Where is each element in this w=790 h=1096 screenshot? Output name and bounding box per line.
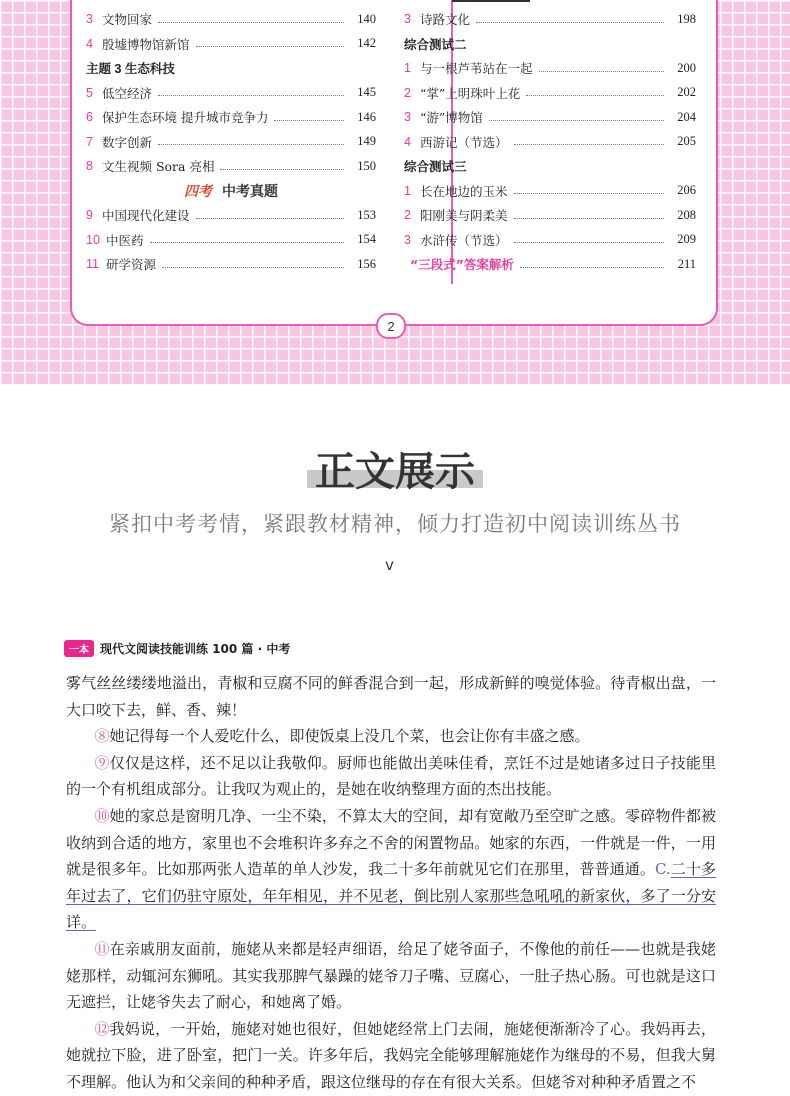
paragraph-number: ⑩ <box>94 806 110 825</box>
paragraph-text: 在亲戚朋友面前，施姥从来都是轻声细语，给足了姥爷面子，不像他的前任——也就是我姥姥那样，动辄河东狮吼。其实我那脾气暴躁的姥爷刀子嘴、豆腐心，一肚子热心肠。可也就是这口无遮拦，让姥爷失去了耐心，和她离了婚。 <box>66 939 716 1012</box>
toc-dot-leader <box>196 46 344 47</box>
toc-group-heading <box>404 34 696 54</box>
toc-entry-number: 3 <box>404 232 411 247</box>
toc-dot-leader <box>514 242 664 243</box>
toc-entry-page: 209 <box>677 232 696 246</box>
paragraph-text: 我妈说，一开始，施姥对她也很好，但她姥经常上门去闹，施姥便渐渐冷了心。我妈再去，她就拉下脸，进了卧室，把门一关。许多年后，我妈完全能够理解施姥作为继母的不易，但我大舅不理解。他认为和父亲间的种种矛盾，跟这位继母的存在有很大关系。但姥爷对种种矛盾置之不 <box>66 1019 716 1091</box>
toc-dot-leader <box>274 120 344 121</box>
toc-entry-page: 154 <box>357 232 376 246</box>
toc-entry-title: 长在地边的玉米 <box>420 183 508 199</box>
toc-entry-title: 中国现代化建设 <box>102 208 190 223</box>
toc-dot-leader <box>514 218 664 219</box>
toc-entry <box>404 181 696 201</box>
paragraph-number: ⑪ <box>94 939 110 958</box>
toc-entry-page: 204 <box>677 109 696 124</box>
toc-section-heading <box>86 181 376 201</box>
toc-entry-number: 1 <box>404 183 411 198</box>
toc-answer-title: “三段式”答案解析 <box>410 257 514 272</box>
toc-entry-page: 146 <box>357 109 376 124</box>
paragraph-text: 她记得每一个人爱吃什么，即使饭桌上没几个菜，也会让你有丰盛之感。 <box>109 727 590 746</box>
toc-entry-number: 6 <box>86 110 93 124</box>
toc-group-title: 综合测试二 <box>404 37 467 52</box>
toc-entry-page: 142 <box>357 36 376 50</box>
toc-entry-number: 5 <box>86 85 93 100</box>
toc-dot-leader <box>489 120 664 121</box>
toc-entry-page: 150 <box>357 158 376 173</box>
toc-entry-title: 文物回家 <box>102 12 153 27</box>
toc-answer-entry <box>404 254 696 274</box>
toc-entry-page: 145 <box>357 85 376 99</box>
toc-entry-number: 3 <box>86 12 93 26</box>
paragraph <box>66 1016 716 1096</box>
toc-entry-number: 7 <box>86 134 93 149</box>
toc-entry-title: 中医药 <box>106 232 144 248</box>
toc-entry-title: 数字创新 <box>102 134 153 150</box>
toc-entry <box>86 34 376 54</box>
toc-entry-number: 1 <box>404 61 411 75</box>
paragraph-number: ⑨ <box>94 753 110 772</box>
toc-entry-title: 水浒传（节选） <box>420 232 508 248</box>
toc-entry-number: 3 <box>404 110 411 124</box>
toc-entry-page: 200 <box>677 60 696 75</box>
section-tagline: 紧扣中考考情，紧跟教材精神，倾力打造初中阅读训练丛书 <box>109 512 681 536</box>
toc-dot-leader <box>539 71 664 72</box>
book-running-header <box>64 640 290 657</box>
toc-entry-number: 11 <box>86 257 99 271</box>
toc-entry <box>86 254 376 274</box>
toc-entry-title: 诗路文化 <box>420 12 471 27</box>
toc-entry-page: 202 <box>677 85 696 99</box>
toc-entry-number: 9 <box>86 208 93 222</box>
toc-entry <box>86 132 376 152</box>
toc-entry <box>404 58 696 78</box>
toc-dot-leader <box>158 22 344 23</box>
paragraph <box>66 750 716 803</box>
toc-entry-page: 140 <box>357 11 376 26</box>
paragraph-text: 雾气丝丝缕缕地溢出，青椒和豆腐不同的鲜香混合到一起，形成新鲜的嗅觉体验。待青椒出盘，一大口咬下去，鲜、香、辣！ <box>66 674 716 719</box>
paragraph-number: ⑧ <box>94 727 110 746</box>
toc-entry-number: 4 <box>404 134 411 149</box>
toc-entry <box>404 83 696 103</box>
paragraph-text: 她的家总是窗明几净、一尘不染，不算太大的空间，却有宽敞乃至空旷之感。零碎物件都被收纳到合适的地方，家里也不会堆积许多弃之不舍的闲置物品。她家的东西，一件就是一件，一用就是很多年。比如那两张人造革的单人沙发，我二十多年前就见它们在那里，普普通通。 <box>66 806 716 879</box>
toc-entry-page: 208 <box>677 207 696 222</box>
section-title <box>0 440 790 497</box>
paragraph <box>66 936 716 1016</box>
toc-entry <box>86 107 376 127</box>
toc-entry-number: 2 <box>404 208 411 222</box>
underlined-sentence: 二十多年过去了，它们仍驻守原处，年年相见，并不见老，倒比别人家那些急吼吼的新家伙，多了一分安详。 <box>66 860 716 932</box>
toc-dot-leader <box>162 267 344 268</box>
toc-dot-leader <box>514 144 664 145</box>
toc-entry <box>86 83 376 103</box>
toc-entry-title: 保护生态环境 提升城市竞争力 <box>102 110 269 125</box>
toc-entry <box>404 107 696 127</box>
toc-entry <box>86 9 376 29</box>
toc-entry-page: 206 <box>677 183 696 197</box>
toc-group-heading <box>404 156 696 176</box>
toc-entry <box>86 156 376 176</box>
toc-entry-number: 3 <box>404 12 411 26</box>
toc-entry-page: 205 <box>677 134 696 148</box>
toc-entry <box>404 230 696 250</box>
paragraph <box>66 723 716 750</box>
toc-entry-page: 156 <box>357 256 376 271</box>
toc-entry <box>86 205 376 225</box>
chevron-down-icon: v <box>385 556 394 574</box>
toc-entry <box>86 230 376 250</box>
toc-entry-title: 文生视频 Sora 亮相 <box>102 159 215 174</box>
toc-dot-leader <box>220 169 344 170</box>
page-number-badge: 2 <box>376 313 406 339</box>
paragraph <box>66 803 716 936</box>
toc-section-title: 中考真题 <box>222 183 278 200</box>
toc-entry <box>404 9 696 29</box>
paragraph-number: ⑫ <box>94 1019 110 1038</box>
toc-entry-title: “游”博物馆 <box>420 110 483 125</box>
toc-group-heading <box>86 58 376 78</box>
toc-entry-page: 149 <box>357 134 376 148</box>
toc-dot-leader <box>476 22 664 23</box>
toc-dot-leader <box>158 95 344 96</box>
toc-entry-page: 211 <box>677 256 696 271</box>
book-body <box>66 670 716 1096</box>
toc-entry-number: 8 <box>86 159 93 173</box>
toc-entry-title: 与一根芦苇站在一起 <box>420 61 533 76</box>
toc-entry-number: 2 <box>404 85 411 100</box>
toc-entry-title: 西游记（节选） <box>420 134 508 150</box>
toc-group-title: 综合测试三 <box>404 160 467 174</box>
toc-dot-leader <box>196 218 344 219</box>
toc-entry-number: 4 <box>86 36 93 51</box>
toc-entry-title: 低空经济 <box>102 85 153 101</box>
toc-entry-page: 198 <box>677 11 696 26</box>
toc-entry-page: 153 <box>357 207 376 222</box>
toc-entry <box>404 205 696 225</box>
toc-entry-number: 10 <box>86 232 100 247</box>
paragraph <box>66 670 716 723</box>
toc-entry-title: 研学资源 <box>106 257 157 272</box>
toc-dot-leader <box>526 95 664 96</box>
toc-entry-title: “掌”上明珠叶上花 <box>420 85 521 101</box>
toc-dot-leader <box>514 193 664 194</box>
toc-dot-leader <box>158 144 344 145</box>
annotation-mark: C. <box>654 860 671 879</box>
toc-entry <box>404 132 696 152</box>
book-logo-tag: 一本 <box>64 640 94 657</box>
toc-entry-title: 阳刚美与阴柔美 <box>420 208 508 223</box>
toc-section-accent: 四考 <box>184 183 212 200</box>
toc-dot-leader <box>150 242 344 243</box>
toc-group-title: 主题 3 生态科技 <box>86 62 175 76</box>
toc-top-rule <box>452 0 530 2</box>
book-header-title: 现代文阅读技能训练 100 篇 · 中考 <box>100 642 291 656</box>
toc-entry-title: 殷墟博物馆新馆 <box>102 36 190 52</box>
section-title-text: 正文展示 <box>311 440 479 497</box>
paragraph-text: 仅仅是这样，还不足以让我敬仰。厨师也能做出美味佳肴，烹饪不过是她诸多过日子技能里的一个有机组成部分。让我叹为观止的，是她在收纳整理方面的杰出技能。 <box>66 753 716 799</box>
toc-dot-leader <box>520 267 664 268</box>
